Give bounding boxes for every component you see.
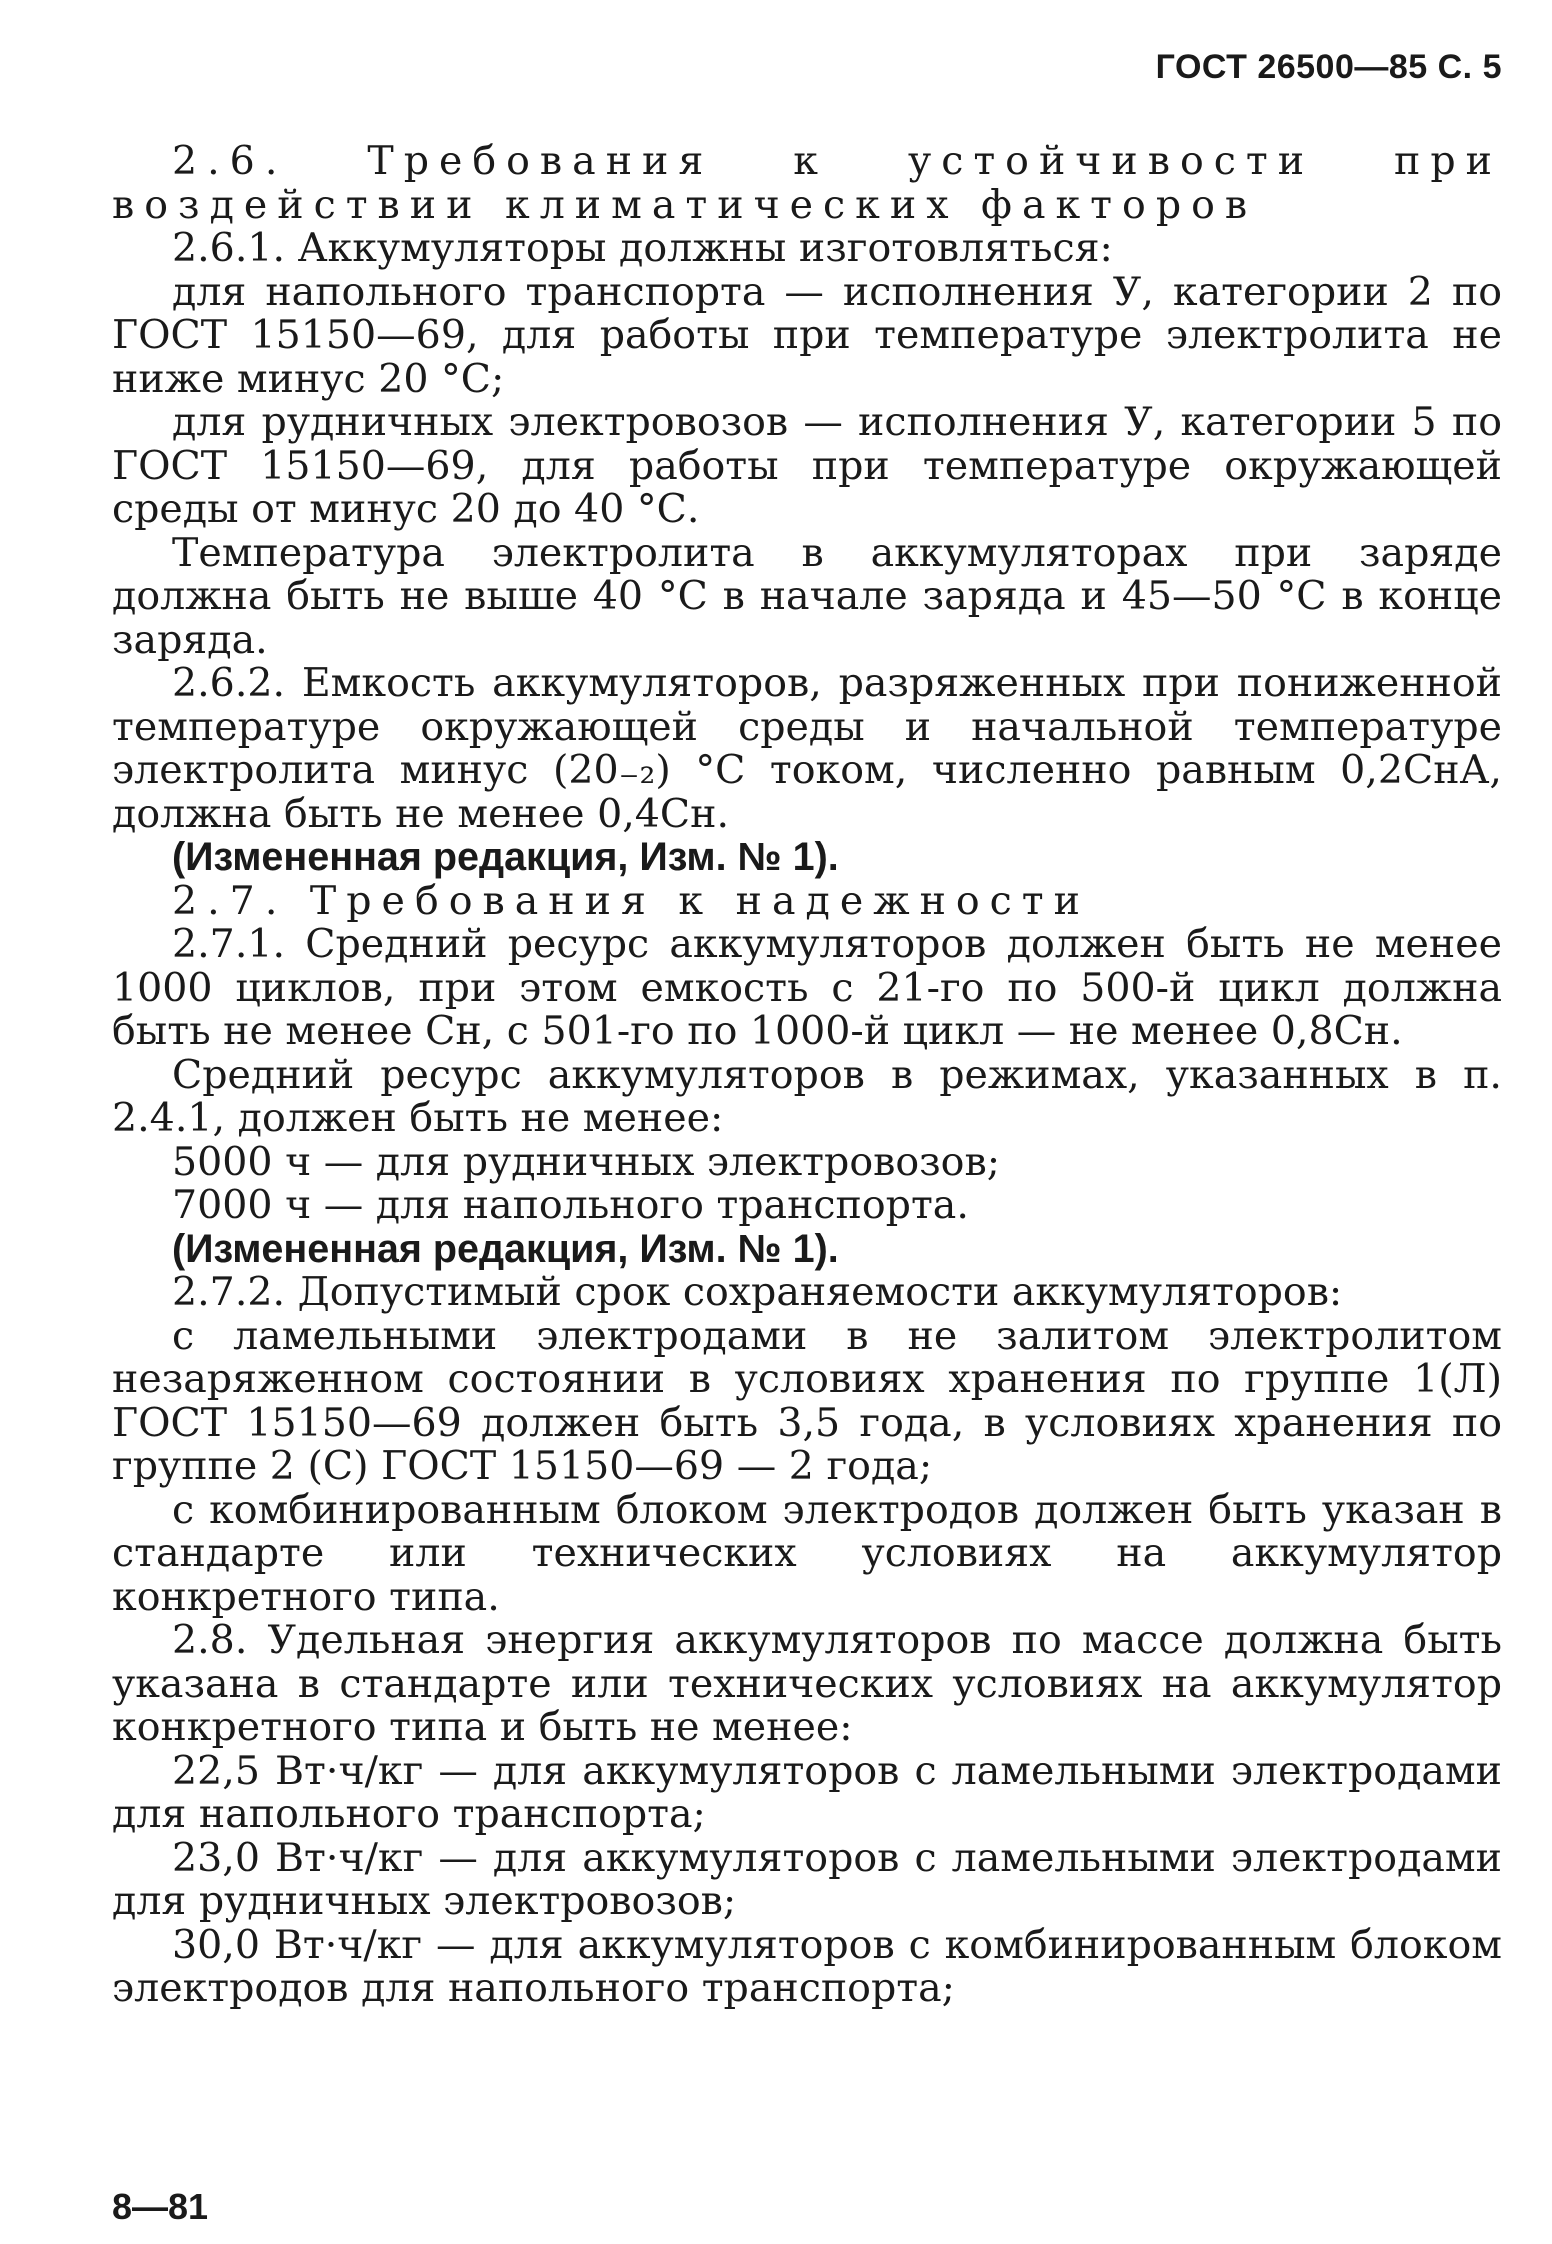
page-header: ГОСТ 26500—85 С. 5 xyxy=(1155,48,1502,86)
paragraph-2-7-2: 2.7.2. Допустимый срок сохраняемости аккумуляторов: xyxy=(172,1269,1343,1315)
list-item-floor-transport: для напольного транспорта — исполнения У, категории 2 по ГОСТ 15150—69, для работы при температуре электролита не ниже минус 20 °С; xyxy=(112,268,1502,402)
document-page xyxy=(112,0,1502,2244)
energy-item-3: 30,0 Вт·ч/кг — для аккумуляторов с комбинированным блоком электродов для напольного транспорта; xyxy=(112,1921,1502,2011)
resource-intro: Средний ресурс аккумуляторов в режимах, указанных в п. 2.4.1, должен быть не менее: xyxy=(112,1051,1502,1141)
paragraph-2-7-1: 2.7.1. Средний ресурс аккумуляторов должен быть не менее 1000 циклов, при этом емкость с 21-го по 500-й цикл должна быть не менее Cн, с 501-го по 1000-й цикл — не менее 0,8Cн. xyxy=(112,921,1502,1054)
temperature-note: Температура электролита в аккумуляторах при заряде должна быть не выше 40 °С в начале заряда и 45—50 °С в конце заряда. xyxy=(112,529,1502,663)
energy-item-1: 22,5 Вт·ч/кг — для аккумуляторов с ламельными электродами для напольного транспорта; xyxy=(112,1747,1502,1837)
storage-lamellar: с ламельными электродами в не залитом электролитом незаряженном состоянии в условиях хранения по группе 1(Л) ГОСТ 15150—69 должен быть 3,5 года, в условиях хранения по группе 2 (С) ГОСТ 15150—69 — 2 года; xyxy=(112,1312,1502,1489)
energy-item-2: 23,0 Вт·ч/кг — для аккумуляторов с ламельными электродами для рудничных электровозов; xyxy=(112,1834,1502,1924)
paragraph-2-8: 2.8. Удельная энергия аккумуляторов по массе должна быть указана в стандарте или технических условиях на аккумулятор конкретного типа и быть не менее: xyxy=(112,1617,1502,1750)
amendment-note-2: (Измененная редакция, Изм. № 1). xyxy=(172,1226,839,1271)
resource-floor: 7000 ч — для напольного транспорта. xyxy=(172,1182,969,1228)
storage-combined: с комбинированным блоком электродов должен быть указан в стандарте или технических условиях на аккумулятор конкретного типа. xyxy=(112,1486,1502,1620)
resource-mine: 5000 ч — для рудничных электровозов; xyxy=(172,1138,1000,1185)
list-item-mine-locomotives: для рудничных электровозов — исполнения У, категории 5 по ГОСТ 15150—69, для работы при температуре окружающей среды от минус 20 до 40 °С. xyxy=(112,399,1502,532)
page-footer-mark: 8—81 xyxy=(112,2186,209,2227)
section-2-7-title: 2.7. Требования к надежности xyxy=(172,877,1090,924)
document-body xyxy=(112,140,1502,2011)
paragraph-2-6-2: 2.6.2. Емкость аккумуляторов, разряженных при пониженной температуре окружающей среды и начальной температуре электролита минус (20₋₂) °С током, численно равным 0,2CнА, должна быть не менее 0,4Cн. xyxy=(112,660,1502,837)
paragraph-2-6-1: 2.6.1. Аккумуляторы должны изготовляться: xyxy=(172,225,1113,271)
amendment-note-1: (Измененная редакция, Изм. № 1). xyxy=(172,835,839,879)
section-2-6-title: 2.6. Требования к устойчивости при воздействии климатических факторов xyxy=(112,138,1502,228)
